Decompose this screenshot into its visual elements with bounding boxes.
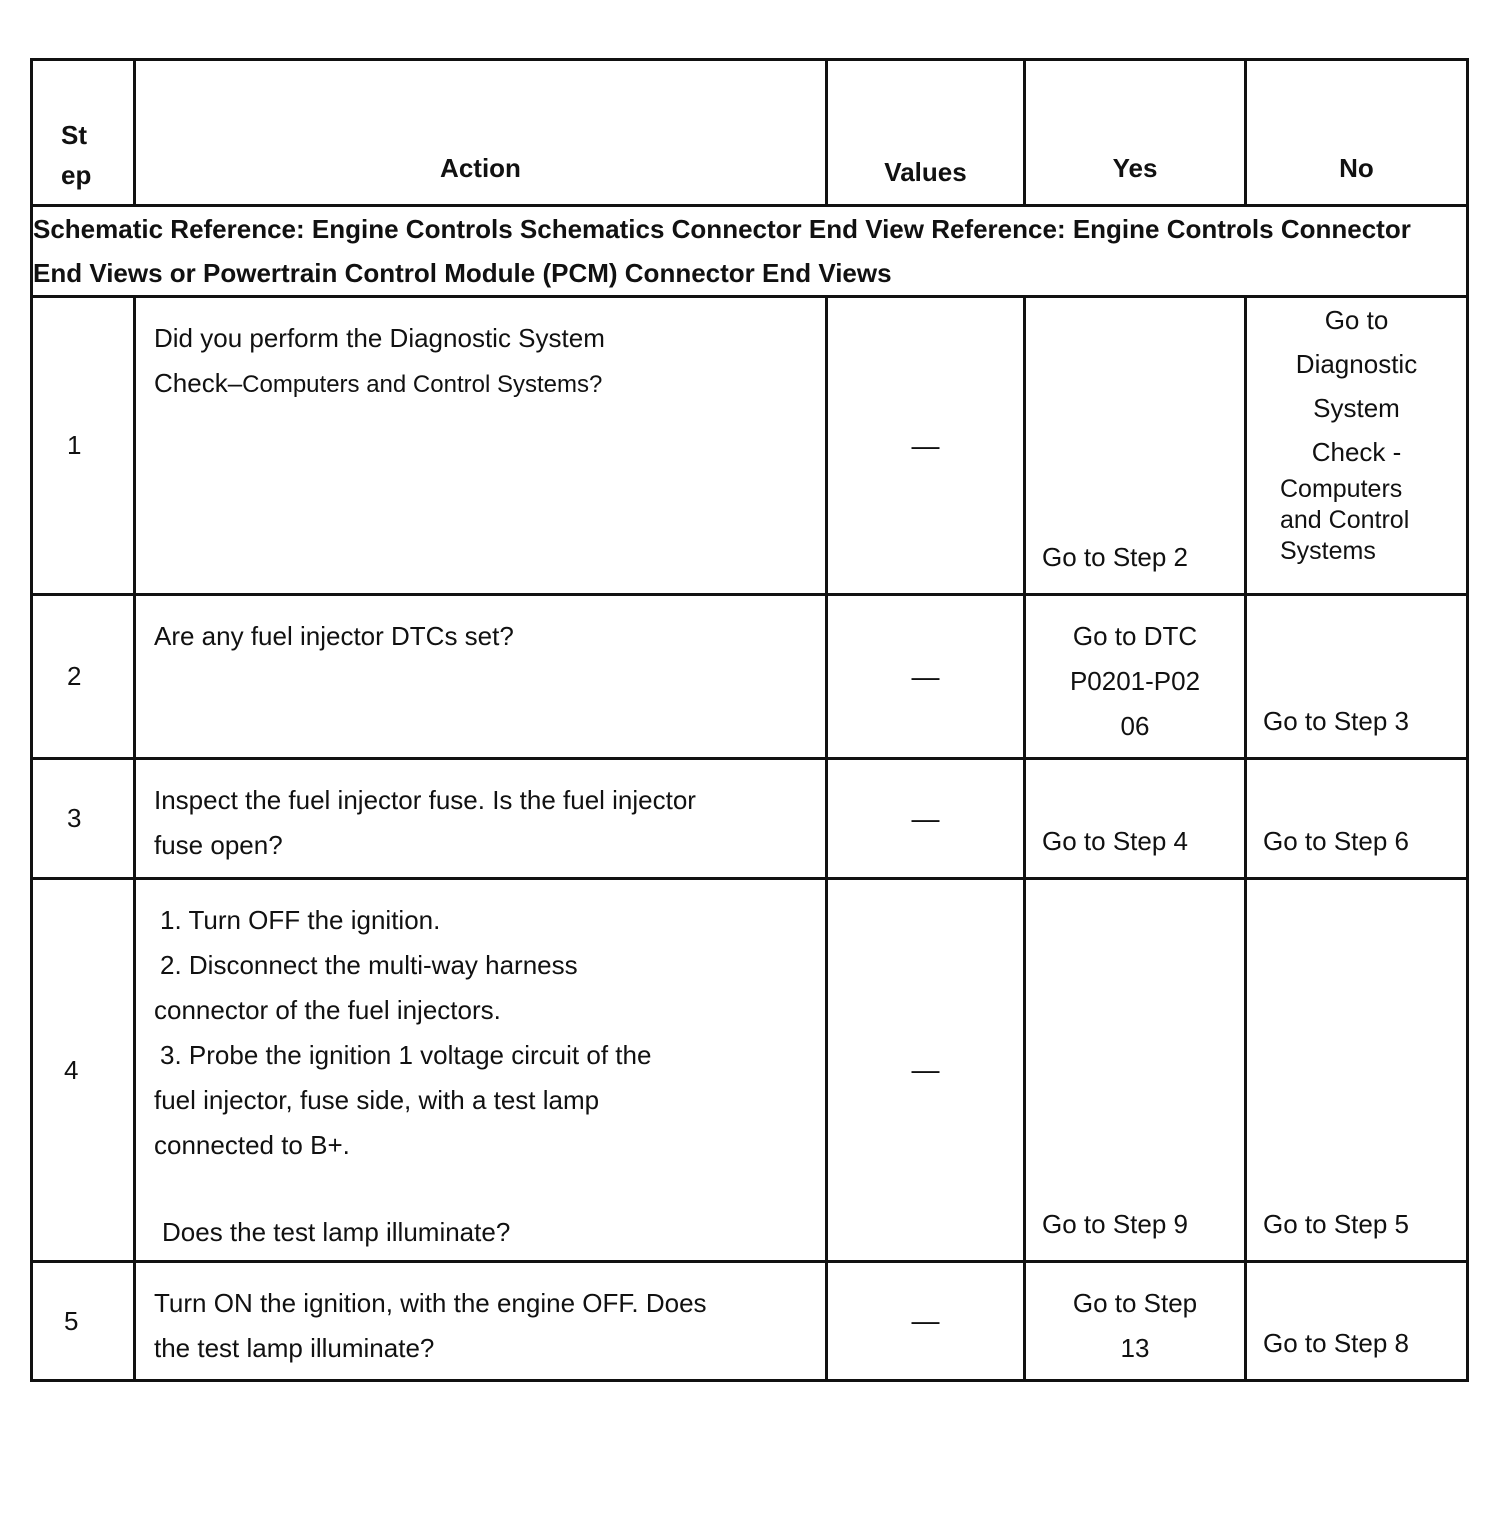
diagnostic-table [30,58,1469,1382]
table-row [32,297,1468,595]
no-text: Go to Step 6 [1263,826,1409,856]
header-yes [1025,60,1246,206]
action-list-item: 1. Turn OFF the ignition. [160,905,441,935]
reference-row [32,206,1468,297]
no-cell [1246,1262,1468,1381]
yes-cell [1025,1262,1246,1381]
action-cell [135,1262,827,1381]
no-cell [1246,595,1468,759]
no-text: Go to Step 3 [1263,706,1409,736]
step-number: 3 [32,759,135,879]
no-text: Systems [1280,537,1376,565]
no-text: System [1313,393,1400,423]
yes-cell [1025,879,1246,1262]
action-list-item: 3. Probe the ignition 1 voltage circuit of the [160,1040,652,1070]
yes-cell [1025,297,1246,595]
action-text: Turn ON the ignition, with the engine OFF. Does [154,1288,707,1318]
yes-text: Go to Step 9 [1042,1209,1188,1239]
header-step [32,60,135,206]
header-row [32,60,1468,206]
step-number: 2 [32,595,135,759]
no-cell [1246,879,1468,1262]
yes-text-line: 13 [1120,1333,1150,1363]
action-list-item: 2. Disconnect the multi-way harness [160,950,578,980]
yes-text-line: Go to Step [1072,1288,1198,1318]
action-cell [135,297,827,595]
yes-text-line: P0201-P02 [1069,666,1201,696]
yes-text: Go to Step 2 [1042,542,1188,572]
table-row [32,1262,1468,1381]
action-text: Inspect the fuel injector fuse. Is the fuel injector [154,785,696,815]
action-cell [135,879,827,1262]
yes-text: Go to Step 4 [1042,826,1188,856]
no-text: Computers [1280,475,1403,503]
table-row [32,879,1468,1262]
action-text-part: Check– [154,368,243,398]
no-cell [1246,297,1468,595]
header-action-label: Action [440,153,521,183]
yes-text-line: 06 [1120,711,1150,741]
no-text: Diagnostic [1295,349,1418,379]
action-text: fuel injector, fuse side, with a test lamp [154,1085,600,1115]
header-step-line2: ep [61,160,92,190]
schematic-reference: Schematic Reference: Engine Controls Schematics Connector End View Reference: Engine Controls Connector End Views or Powertrain Control Module (PCM) Connector End Views [32,206,1468,297]
table-row [32,759,1468,879]
no-text: and Control [1280,506,1410,534]
no-cell [1246,759,1468,879]
yes-text [1026,596,1244,749]
step-number: 4 [32,879,135,1262]
header-yes-label: Yes [1112,153,1158,183]
action-text: fuse open? [154,830,283,860]
action-text: the test lamp illuminate? [154,1333,435,1363]
values-cell: — [827,595,1025,759]
no-text: Check - [1311,437,1402,467]
step-number: 1 [32,297,135,595]
action-cell [135,595,827,759]
header-no [1246,60,1468,206]
yes-cell [1025,595,1246,759]
header-no-label: No [1339,153,1374,183]
table-row [32,595,1468,759]
step-number: 5 [32,1262,135,1381]
values-cell: — [827,759,1025,879]
action-text-part: Computers and Control Systems? [242,371,603,398]
action-cell [135,759,827,879]
header-action [135,60,827,206]
yes-text-line: Go to DTC [1072,621,1198,651]
values-cell: — [827,879,1025,1262]
yes-text [1026,1263,1244,1371]
action-text [154,361,811,407]
action-text: Are any fuel injector DTCs set? [154,621,514,651]
no-text: Go to Step 8 [1263,1328,1409,1358]
values-cell: — [827,297,1025,595]
action-text: connector of the fuel injectors. [154,995,501,1025]
header-values [827,60,1025,206]
header-values-label: Values [884,157,967,187]
no-text: Go to [1324,305,1389,335]
action-text: Did you perform the Diagnostic System [154,323,605,353]
action-text: connected to B+. [154,1130,350,1160]
action-question: Does the test lamp illuminate? [162,1217,511,1247]
header-step-line1: St [61,120,87,150]
no-text: Go to Step 5 [1263,1209,1409,1239]
values-cell: — [827,1262,1025,1381]
yes-cell [1025,759,1246,879]
